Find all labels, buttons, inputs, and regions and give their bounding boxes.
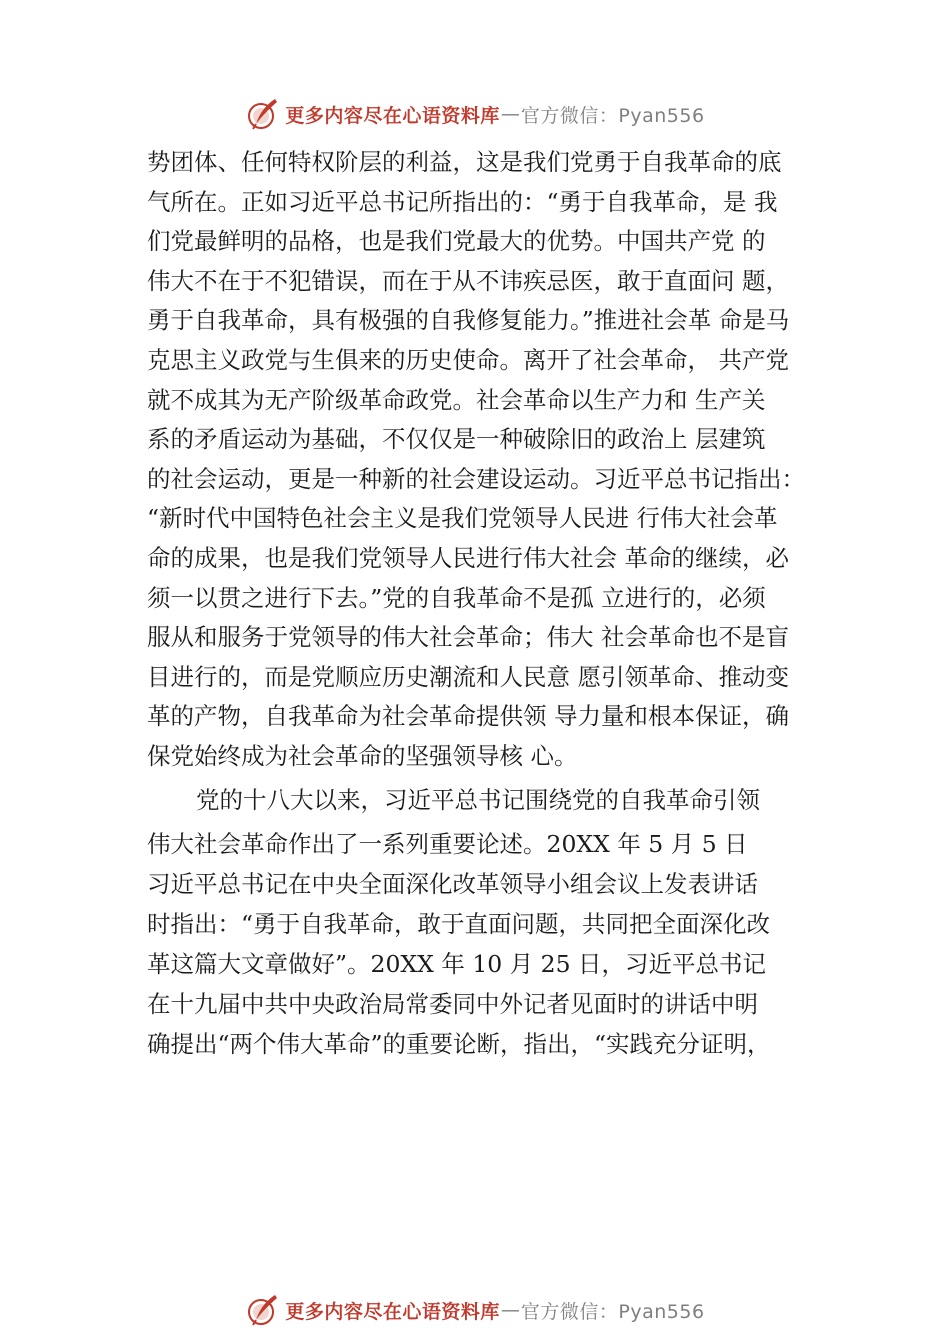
text-line: 气所在。正如习近平总书记所指出的：“勇于自我革命，是 我 (147, 187, 778, 216)
text-line: 确提出“两个伟大革命”的重要论断，指出，“实践充分证明， (147, 1030, 771, 1058)
text-line: 在十九届中共中央政治局常委同中外记者见面时的讲话中明 (147, 990, 758, 1018)
text-line: 克思主义政党与生俱来的历史使命。离开了社会革命， 共产党 (147, 346, 789, 374)
quill-pen-logo-icon (245, 96, 281, 132)
text-line: 须一以贯之进行下去。”党的自我革命不是孤 立进行的，必须 (147, 583, 766, 612)
text-line: “新时代中国特色社会主义是我们党领导人民进 行伟大社会革 (147, 504, 778, 533)
text-line: 习近平总书记在中央全面深化改革领导小组会议上发表讲话 (147, 870, 758, 898)
footer-contact: 官方微信：Pyan556 (520, 1300, 705, 1323)
header-dash: — (500, 103, 520, 125)
footer-brand: 更多内容尽在心语资料库 (285, 1300, 500, 1323)
text-line: 革的产物，自我革命为社会革命提供领 导力量和根本保证，确 (147, 702, 789, 731)
text-line: 服从和服务于党领导的伟大社会革命；伟大 社会革命也不是盲 (147, 623, 789, 652)
text-line: 就不成其为无产阶级革命政党。社会革命以生产力和 生产关 (147, 385, 766, 414)
text-line: 目进行的，而是党顺应历史潮流和人民意 愿引领革命、推动变 (147, 662, 789, 691)
header-brand: 更多内容尽在心语资料库 (285, 104, 500, 127)
text-line: 伟大社会革命作出了一系列重要论述。20XX 年 5 月 5 日 (147, 830, 748, 858)
text-line: 时指出：“勇于自我革命，敢于直面问题，共同把全面深化改 (147, 910, 771, 938)
header-contact: 官方微信：Pyan556 (520, 104, 705, 127)
text-line: 命的成果，也是我们党领导人民进行伟大社会 革命的继续，必 (147, 544, 789, 572)
quill-pen-logo-icon (245, 1292, 281, 1328)
text-line: 伟大不在于不犯错误，而在于从不讳疾忌医，敢于直面问 题， (147, 266, 789, 295)
footer-banner (0, 1290, 950, 1330)
paragraph-first-line: 党的十八大以来，习近平总书记围绕党的自我革命引领 (196, 786, 760, 814)
header-banner (0, 94, 950, 134)
text-line: 们党最鲜明的品格，也是我们党最大的优势。中国共产党 的 (147, 227, 766, 256)
text-line: 势团体、任何特权阶层的利益，这是我们党勇于自我革命的底 (147, 148, 782, 176)
text-line: 的社会运动，更是一种新的社会建设运动。习近平总书记指出： (147, 464, 805, 493)
text-line: 系的矛盾运动为基础，不仅仅是一种破除旧的政治上 层建筑 (147, 425, 766, 454)
text-line: 勇于自我革命，具有极强的自我修复能力。”推进社会革 命是马 (147, 306, 790, 335)
text-line: 革这篇大文章做好”。20XX 年 10 月 25 日，习近平总书记 (147, 950, 767, 978)
text-line: 保党始终成为社会革命的坚强领导核 心。 (147, 742, 578, 770)
footer-dash: — (500, 1299, 520, 1321)
